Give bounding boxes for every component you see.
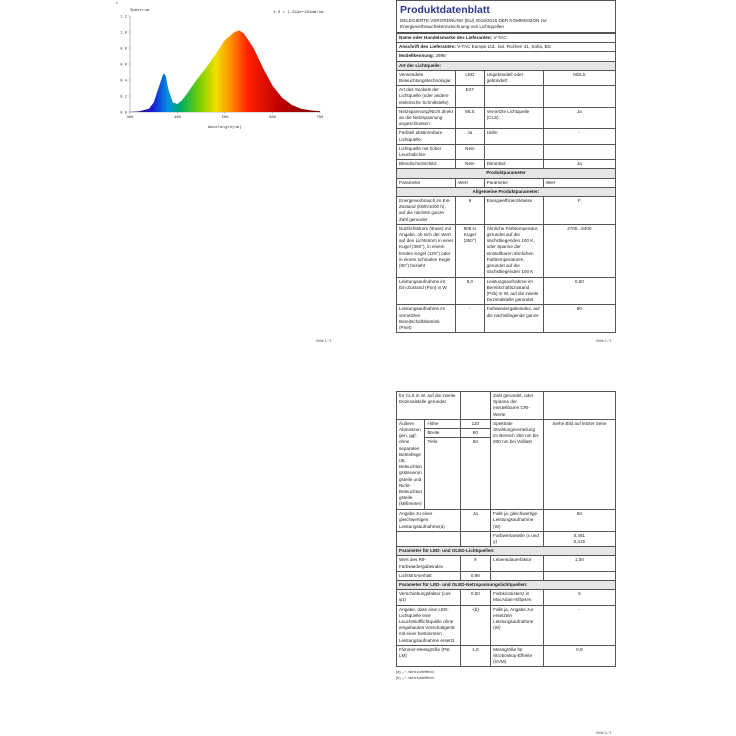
dims-row-3: Tiefe 60 [397,438,616,510]
led-cell: Lebensdauerfaktor [491,556,544,571]
art-cell: NDLS [543,70,615,85]
general-cell: 9 [456,197,484,225]
net-cell: Flimmer-Messgröße (Pst LM) [397,645,461,667]
art-cell: Verwendete Beleuchtungstechnologie: [397,70,456,85]
general-cell: F [543,197,615,225]
art-row [397,70,616,85]
spectrum-formula: 1.0 = 1.619e+201mW/nm [273,11,324,15]
general-cell: Leistungsaufnahme im Bereitschaftszustand (Psb) in W, auf die zweite Dezimalstelle gerundet [484,277,543,305]
y-tick-label: 0.0 [120,111,127,116]
art-cell [543,86,615,108]
art-cell: Netzspannung/Nicht direkt an die Netzspannung angeschlossen: [397,107,456,129]
general-row [397,277,616,305]
general-cell: 0,50 [543,277,615,305]
net-cell: -(b) [460,605,491,645]
art-cell: Dimmbar: [484,160,543,169]
page-number-3: Seite 3 / 3 [596,731,612,735]
net-cell: - [543,605,615,645]
x-tick-label: 380 [126,116,134,120]
page-number-2: Seite 2 / 3 [596,339,612,343]
art-cell: - [543,129,615,144]
page-corner-mark: x [116,1,118,5]
general-cell: Farbwiedergabeindex, auf die nächstliegende ganze [484,305,543,333]
art-heading: Art der Lichtquelle: [397,61,616,70]
net-cell: 0,50 [460,590,491,605]
equiv-row: Angabe zu einer gleichwertigen Leistungsaufnahme(a) Ja Falls ja, gleichwertige Leistungsaufnahme (W) 60 [397,510,616,532]
led-heading: Parameter für LED- und OLED-Lichtquellen: [397,547,616,556]
led-cell: 9 [460,556,491,571]
y-tick-label: 0.6 [120,63,127,68]
art-cell: LED [456,70,484,85]
net-row [397,645,616,667]
general-cell: Ähnliche Farbtemperatur, gerundet auf die nächstliegenden 100 K, oder Spanne der einstellbaren ähnlichen Farbtemperaturen, gerundet auf die nächstliegenden 100 K [484,224,543,277]
spectrum-chart [108,0,340,136]
spd-label: Spektrale Strahlungsverteilung im Bereich 250 nm bis 800 nm bei Volllast [491,419,544,509]
y-tick-label: 1.0 [120,31,127,36]
art-cell [543,144,615,159]
x-tick-label: 680 [269,116,276,120]
art-cell: Lichtquelle mit hoher Leuchtdichte: [397,144,456,159]
led-row [397,571,616,580]
general-row [397,224,616,277]
led-row [397,556,616,571]
spectrum-area [130,30,320,112]
art-row [397,144,616,159]
led-cell [491,571,544,580]
x-tick-label: 580 [221,116,229,120]
footnote-b: (b) „-“: nicht zutreffend; [396,675,435,680]
led-cell: Lichtstromerhalt [397,571,461,580]
y-tick-label: 1.2 [120,15,127,20]
param-cols-row: Parameter Wert Parameter Wert [397,178,616,187]
net-cell: Falls ja, Angabe zur ersetzten Leistungsaufnahme (W) [491,605,544,645]
general-row [397,197,616,225]
art-cell: Blendschutzschild: [397,160,456,169]
led-cell: 0,96 [460,571,491,580]
general-heading: Allgemeine Produktparameter: [397,187,616,196]
art-row [397,129,616,144]
art-cell: Farbteil abstimmbare Lichtquelle: [397,129,456,144]
general-cell: 80 [543,305,615,333]
art-row [397,86,616,108]
dims-row-1: Äußere Abmessungen, ggf. ohne separates Betriebsgerät, Beleuchtungssteuerungsteile und Nicht-Beleuchtungsteile (Millimeter) Höhe 110 Spektrale Strahlungsverteilung im Bereich 250 nm bis 800 nm bei Volllast Siehe Bild auf letzter Seite [397,419,616,428]
net-cell: 6 [543,590,615,605]
net-cell: 1,0 [460,645,491,667]
footnote-a: (a) „-“: nicht zutreffend; [396,670,435,675]
general-cell: 806 in Kugel (360°) [456,224,484,277]
led-cell: 1,00 [543,556,615,571]
regulation-subtitle: DELEGIERTE VERORDNUNG (EU) 2019/2015 DER KOMMISSION zur Energieverbrauchskennzeichnung von Lichtquellen [396,17,616,33]
net-cell: 0,9 [543,645,615,667]
art-cell: Nein [456,144,484,159]
x-tick-label: 480 [174,116,181,120]
footnotes [396,670,616,681]
art-cell [484,86,543,108]
art-row [397,160,616,169]
net-cell: Angabe, dass eine LED-Lichtquelle eine Leuchtstofflichtquelle ohne eingebautes Vorschaltgerät mit einer bestimmten Leistungsaufnahme ersetzt. [397,605,461,645]
art-cell: Ja [543,107,615,129]
art-cell: Ja [543,160,615,169]
y-tick-label: 0.4 [120,79,127,84]
supplier-row: Name oder Handelsmarke des Lieferanten: V-TAC [397,34,616,43]
general-cell: Leistungsaufnahme im vernetzten Bereitschaftsbetrieb (Pnet) [397,305,456,333]
x-tick-label: 780 [316,116,324,120]
y-tick-label: 0.8 [120,47,127,52]
net-cell: Verschiebungsfaktor (cos φ1) [397,590,461,605]
general-cell: Energieverbrauch im Ein-Zustand (kWh/1000 h), auf die nächste ganze Zahl gerundet [397,197,456,225]
params-heading: Produktparameter [397,169,616,178]
led-cell [543,571,615,580]
art-cell: E27 [456,86,484,108]
dims-row-2: Breite 60 [397,429,616,438]
cont-row: für CLS in W, auf die zweite Dezimalstelle gerundet Zahl gerundet, oder Spanne der einstellbaren CRI-Werte [397,392,616,420]
general-cell: 2700...6400 [543,224,615,277]
general-cell: Leistungsaufnahme im Ein-Zustand (Pon) in W [397,277,456,305]
art-row [397,107,616,129]
art-cell: Nein [456,160,484,169]
general-cell: - [456,305,484,333]
datasheet-title: Produktdatenblatt [396,0,616,17]
art-cell: Art des Sockels der Lichtquelle (oder andere elektrische Schnittstelle) [397,86,456,108]
art-cell: Ungebündelt oder gebündelt: [484,70,543,85]
page-number-1: Seite 1 / 3 [316,339,332,343]
page-1 [0,0,368,368]
chroma-row: Farbwertanteile (x und y) 0,461 0,415 [397,531,616,546]
model-row: Modellkennung: 2998 [397,52,616,61]
spectrum-ylabel: Spektrum [130,9,150,13]
general-cell: Energieeffizienzklasse [484,197,543,225]
art-cell: Hülle: [484,129,543,144]
net-row [397,590,616,605]
net-cell: Messgröße für Stroboskop-Effekte (SVM) [491,645,544,667]
art-cell: Ja [456,129,484,144]
art-cell: Vernetzte Lichtquelle (CLS): [484,107,543,129]
art-cell [484,144,543,159]
page-3 [396,391,616,736]
page-2 [396,0,616,368]
address-row: Anschrift des Lieferanten: V-TAC Europe Ltd., bul. Rozhen 41, Sofia, BG [397,43,616,52]
art-cell: MLS [456,107,484,129]
net-heading: Parameter für LED- und OLED-Netzspannungslichtquellen: [397,581,616,590]
general-row [397,305,616,333]
continued-table [396,391,616,667]
led-cell: Wert des R9-Farbwiedergabeindex [397,556,461,571]
general-cell: Nutzlichtstrom (Φuse) mit Angabe, ob sich der Wert auf den Lichtstrom in einer Kugel (360°), in einem breiten Kegel (120°) oder in einem schmalen Kegel (90°) bezieht [397,224,456,277]
dims-label: Äußere Abmessungen, ggf. ohne separates Betriebsgerät, Beleuchtungssteuerungsteile und Nicht-Beleuchtungsteile (Millimeter) [397,419,425,509]
net-row [397,605,616,645]
spectrum-xlabel: Wavelength(nm) [208,126,242,130]
spd-value: Siehe Bild auf letzter Seite [543,419,615,509]
net-cell: Farbkonsistenz in MacAdam-Ellipsen [491,590,544,605]
y-tick-label: 0.2 [120,95,127,100]
supplier-table [396,33,616,333]
general-cell: 9,0 [456,277,484,305]
